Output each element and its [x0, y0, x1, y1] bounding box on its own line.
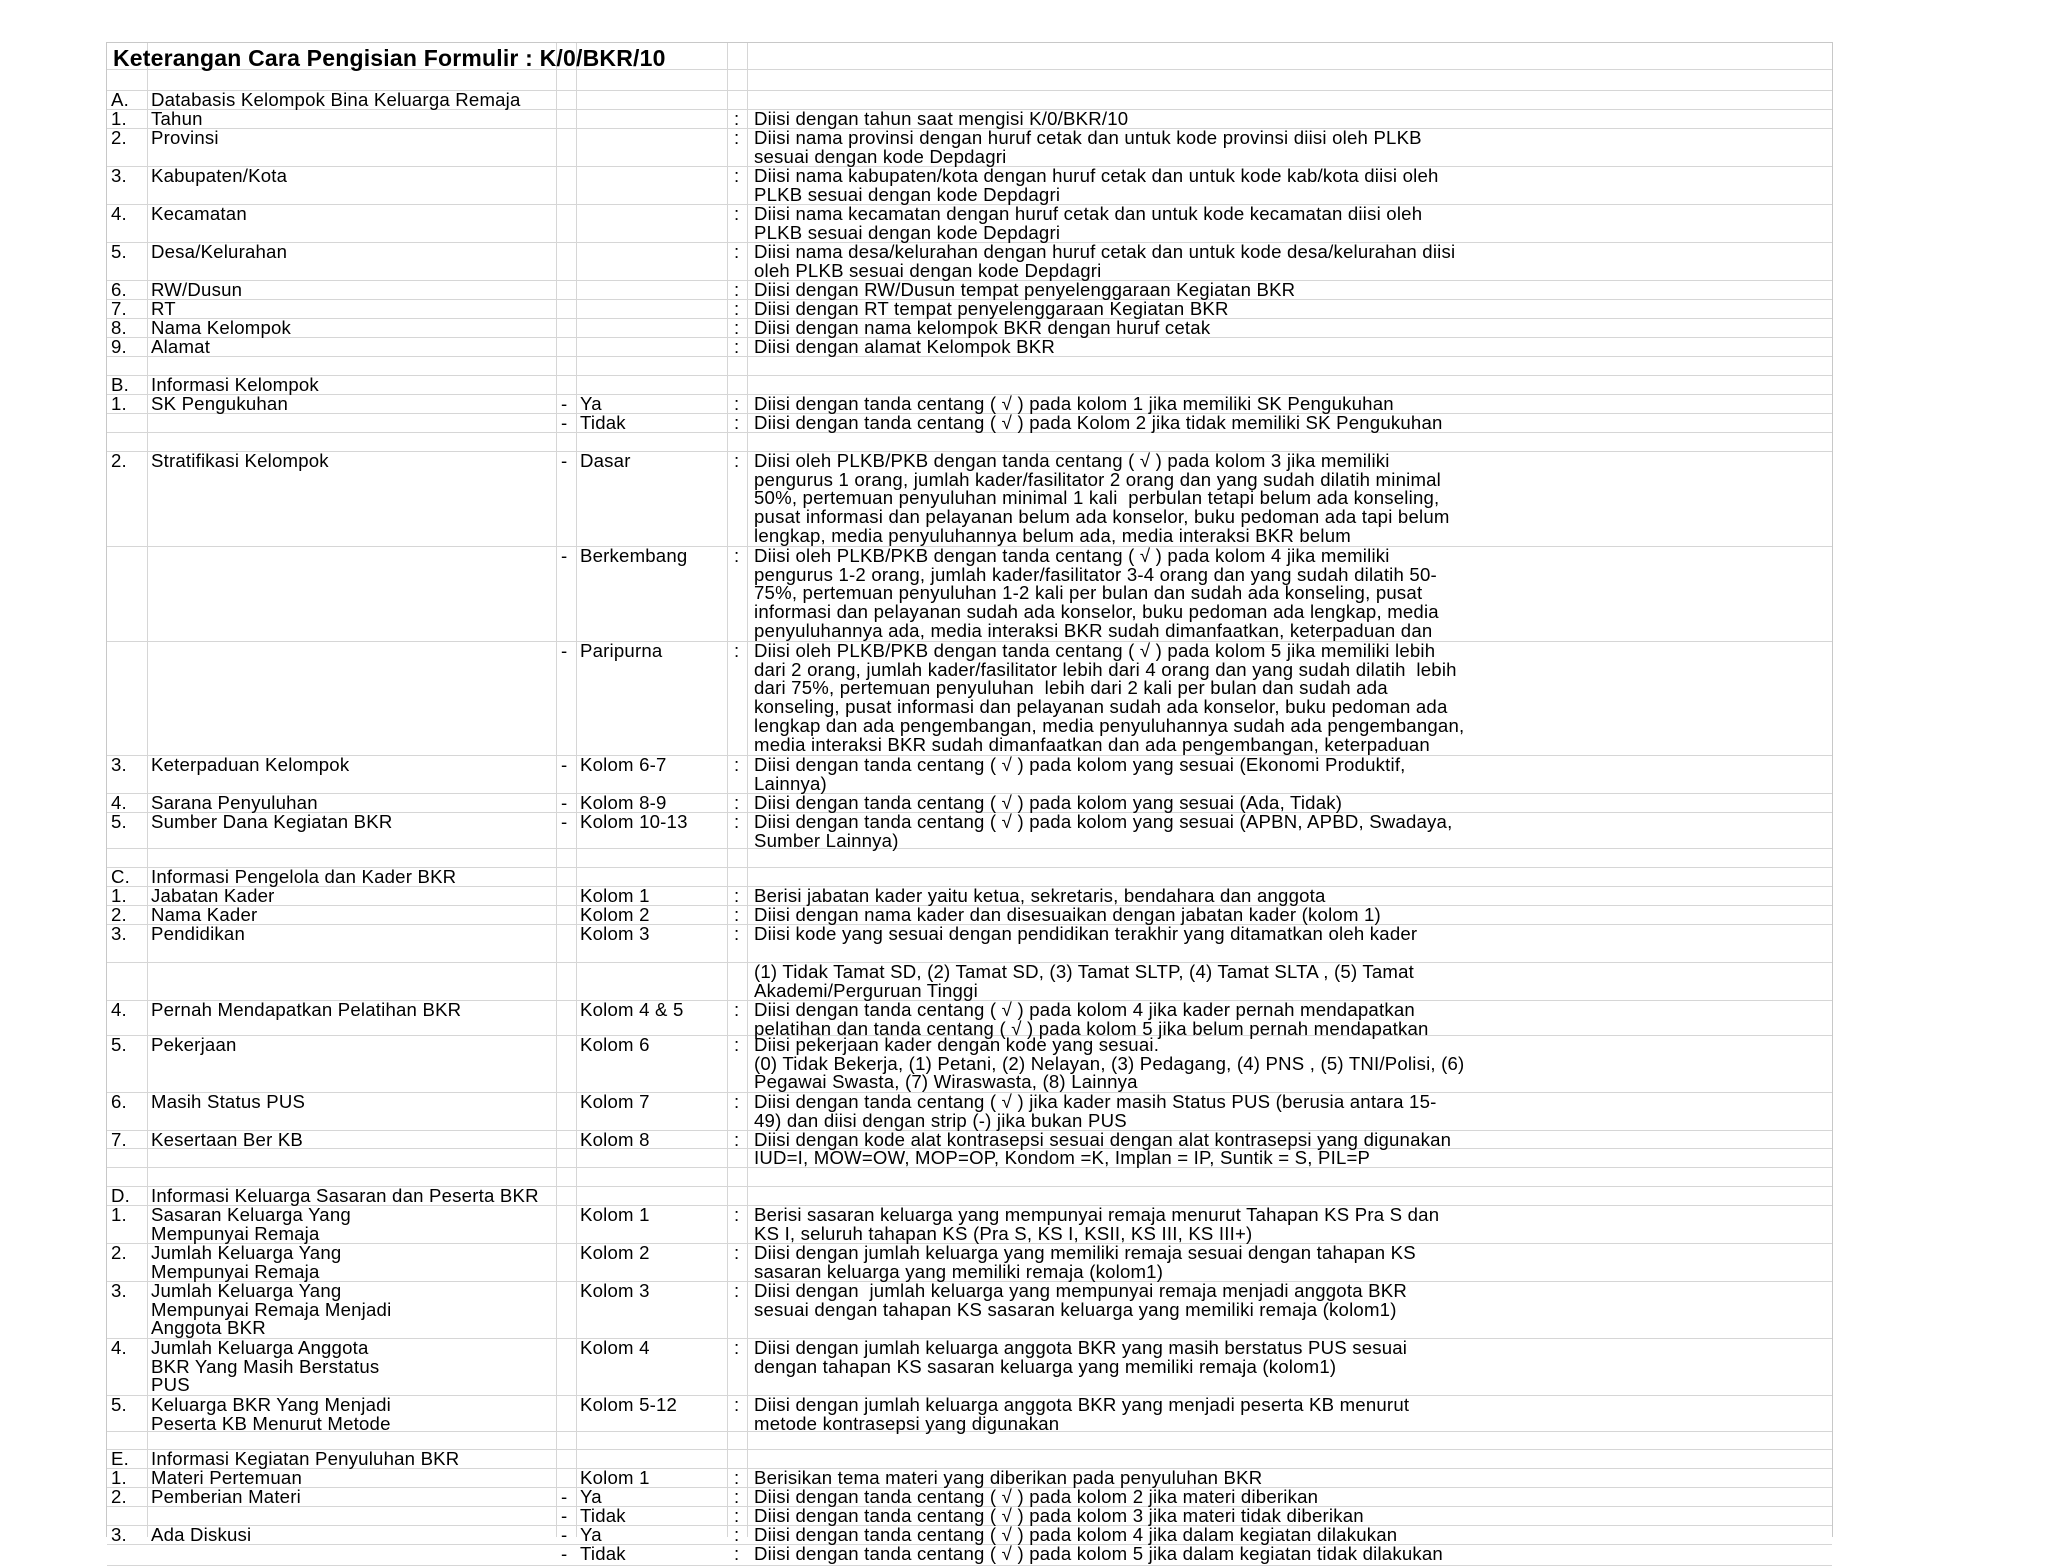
item-label: Pemberian Materi [151, 1486, 301, 1507]
option-dash: - [561, 393, 568, 414]
option-dash: - [561, 811, 568, 832]
option-dash: - [561, 640, 568, 661]
item-description: Diisi dengan jumlah keluarga yang mempunyai remaja menjadi anggota BKR sesuai dengan tahapan KS sasaran keluarga yang memiliki remaja (kolom1) [754, 1280, 1407, 1320]
item-description: Diisi dengan tanda centang ( √ ) pada kolom 1 jika memiliki SK Pengukuhan [754, 393, 1394, 414]
colon-separator: : [734, 1505, 740, 1526]
option-column: Kolom 1 [580, 1204, 650, 1225]
item-description: Berisikan tema materi yang diberikan pada penyuluhan BKR [754, 1467, 1263, 1488]
option-dash: - [561, 545, 568, 566]
section-title: Informasi Pengelola dan Kader BKR [151, 866, 457, 887]
item-number: 6. [111, 1091, 127, 1112]
item-label: Tahun [151, 108, 203, 129]
item-description: Diisi dengan jumlah keluarga yang memiliki remaja sesuai dengan tahapan KS sasaran keluarga yang memiliki remaja (kolom1) [754, 1242, 1416, 1282]
item-number: 4. [111, 999, 127, 1020]
item-number: 2. [111, 450, 127, 471]
colon-separator: : [734, 1204, 740, 1225]
option-column: Paripurna [580, 640, 663, 661]
item-description: Berisi sasaran keluarga yang mempunyai remaja menurut Tahapan KS Pra S dan KS I, seluruh tahapan KS (Pra S, KS I, KSII, KS III, KS III+) [754, 1204, 1440, 1244]
option-column [580, 167, 722, 204]
item-description: Diisi pekerjaan kader dengan kode yang sesuai. (0) Tidak Bekerja, (1) Petani, (2) Nelayan, (3) Pedagang, (4) PNS , (5) TNI/Polisi, (6) Pegawai Swasta, (7) Wiraswasta, (8) Lainnya [754, 1034, 1465, 1093]
option-column: Kolom 3 [580, 1280, 650, 1301]
colon-separator: : [734, 1543, 740, 1564]
option-column: Kolom 8 [580, 1129, 650, 1150]
instruction-row [107, 338, 1832, 357]
item-label: Keluarga BKR Yang Menjadi Peserta KB Menurut Metode [151, 1394, 391, 1434]
item-number: 2. [111, 127, 127, 148]
section-title: Databasis Kelompok Bina Keluarga Remaja [151, 89, 521, 110]
option-column: Kolom 10-13 [580, 811, 688, 832]
colon-separator: : [734, 317, 740, 338]
option-dash [561, 1149, 573, 1167]
item-description: Diisi nama kecamatan dengan huruf cetak dan untuk kode kecamatan diisi oleh PLKB sesuai dengan kode Depdagri [754, 203, 1423, 243]
option-dash [561, 1131, 573, 1148]
option-column: Kolom 7 [580, 1091, 650, 1112]
blank-row [107, 357, 1832, 376]
item-label: Kesertaan Ber KB [151, 1129, 304, 1150]
option-dash [561, 243, 573, 280]
option-dash [561, 1396, 573, 1431]
item-label: Desa/Kelurahan [151, 241, 288, 262]
item-number [111, 547, 141, 641]
item-number: 4. [111, 203, 127, 224]
colon-separator: : [734, 279, 740, 300]
item-number: 7. [111, 1129, 127, 1150]
item-description: Diisi dengan alamat Kelompok BKR [754, 336, 1055, 357]
instruction-row [107, 963, 1832, 1001]
item-number: 3. [111, 754, 127, 775]
item-label: Jumlah Keluarga Yang Mempunyai Remaja [151, 1242, 342, 1282]
page-title: Keterangan Cara Pengisian Formulir : K/0/BKR/10 [113, 45, 666, 71]
option-column: Tidak [580, 1505, 626, 1526]
option-column [580, 963, 722, 1000]
instruction-row [107, 642, 1832, 756]
item-label [151, 963, 561, 1000]
item-number: 3. [111, 1524, 127, 1545]
option-column: Kolom 8-9 [580, 792, 667, 813]
colon-separator: : [734, 1524, 740, 1545]
item-description: IUD=I, MOW=OW, MOP=OP, Kondom =K, Implan = IP, Suntik = S, PIL=P [754, 1147, 1371, 1168]
colon-separator: : [734, 393, 740, 414]
option-dash [561, 1469, 573, 1487]
instruction-row [107, 547, 1832, 642]
option-dash: - [561, 754, 568, 775]
item-label: Pekerjaan [151, 1034, 237, 1055]
instruction-row [107, 813, 1832, 849]
option-column: Kolom 6-7 [580, 754, 667, 775]
section-title: Informasi Keluarga Sasaran dan Peserta BKR [151, 1185, 539, 1206]
colon-separator: : [734, 165, 740, 186]
instruction-row [107, 205, 1832, 243]
colon-separator: : [734, 336, 740, 357]
item-description: Diisi dengan tanda centang ( √ ) pada kolom 4 jika dalam kegiatan dilakukan [754, 1524, 1398, 1545]
item-label: Sumber Dana Kegiatan BKR [151, 811, 393, 832]
item-number: 5. [111, 811, 127, 832]
instruction-row [107, 1093, 1832, 1131]
colon-separator: : [734, 1242, 740, 1263]
section-letter: A. [111, 89, 129, 110]
item-number [111, 642, 141, 755]
option-dash [561, 338, 573, 356]
option-dash [561, 281, 573, 299]
colon-separator: : [734, 545, 740, 566]
item-label [151, 414, 561, 432]
option-dash: - [561, 1524, 568, 1545]
item-number [111, 1149, 141, 1167]
item-description: Diisi dengan jumlah keluarga anggota BKR yang masih berstatus PUS sesuai dengan tahapan KS sasaran keluarga yang memiliki remaja (kolom1) [754, 1337, 1408, 1377]
section-letter: E. [111, 1448, 129, 1469]
option-column: Berkembang [580, 545, 688, 566]
option-dash [561, 906, 573, 924]
section-letter: B. [111, 374, 129, 395]
item-description: Diisi dengan RT tempat penyelenggaraan Kegiatan BKR [754, 298, 1229, 319]
option-dash [561, 1339, 573, 1395]
colon-separator: : [734, 754, 740, 775]
option-column [580, 338, 722, 356]
item-label [151, 642, 561, 755]
item-label: Ada Diskusi [151, 1524, 252, 1545]
item-label: Masih Status PUS [151, 1091, 306, 1112]
item-description: Diisi oleh PLKB/PKB dengan tanda centang ( √ ) pada kolom 3 jika memiliki pengurus 1 orang, jumlah kader/fasilitator 2 orang dan yang sudah dilatih minimal 50%, pertemuan penyuluhan minimal 1 kali perbulan tetapi belum ada konseling, pusat informasi dan pelayanan belum ada konselor, buku pedoman ada tapi belum lengkap, media penyuluhannya belum ada, media interaksi BKR belum [754, 450, 1450, 546]
option-dash: - [561, 792, 568, 813]
option-column: Kolom 4 [580, 1337, 650, 1358]
colon-separator: : [734, 885, 740, 906]
item-description: Diisi nama provinsi dengan huruf cetak dan untuk kode provinsi diisi oleh PLKB sesuai dengan kode Depdagri [754, 127, 1422, 167]
colon-separator: : [734, 1034, 740, 1055]
option-dash [561, 110, 573, 128]
item-number: 1. [111, 1467, 127, 1488]
item-label: Sasaran Keluarga Yang Mempunyai Remaja [151, 1204, 351, 1244]
option-column [580, 110, 722, 128]
item-description: Diisi oleh PLKB/PKB dengan tanda centang ( √ ) pada kolom 4 jika memiliki pengurus 1-2 orang, jumlah kader/fasilitator 3-4 orang dan yang sudah dilatih 50- 75%, pertemuan penyuluhan 1-2 kali per bulan dan sudah ada konseling, pusat informasi dan pelayanan sudah ada konselor, buku pedoman ada lengkap, media penyuluhannya ada, media interaksi BKR sudah dimanfaatkan, keterpaduan dan [754, 545, 1439, 641]
option-column [580, 319, 722, 337]
option-dash [561, 1282, 573, 1338]
item-description: Diisi dengan tanda centang ( √ ) jika kader masih Status PUS (berusia antara 15- 49) dan diisi dengan strip (-) jika bukan PUS [754, 1091, 1437, 1131]
instruction-row [107, 1149, 1832, 1168]
option-dash [561, 1093, 573, 1130]
option-column [580, 129, 722, 166]
item-label: Stratifikasi Kelompok [151, 450, 329, 471]
item-description: Diisi kode yang sesuai dengan pendidikan terakhir yang ditamatkan oleh kader [754, 923, 1418, 944]
colon-separator: : [734, 1394, 740, 1415]
instruction-row [107, 1282, 1832, 1339]
item-number: 6. [111, 279, 127, 300]
item-number: 2. [111, 1242, 127, 1263]
item-description: (1) Tidak Tamat SD, (2) Tamat SD, (3) Tamat SLTP, (4) Tamat SLTA , (5) Tamat Akademi/Perguruan Tinggi [754, 961, 1415, 1001]
item-description: Diisi dengan jumlah keluarga anggota BKR yang menjadi peserta KB menurut metode kontrasepsi yang digunakan [754, 1394, 1410, 1434]
option-dash [561, 963, 573, 1000]
option-dash [561, 300, 573, 318]
item-description: Diisi dengan kode alat kontrasepsi sesuai dengan alat kontrasepsi yang digunakan [754, 1129, 1452, 1150]
item-number [111, 963, 141, 1000]
item-number: 9. [111, 336, 127, 357]
item-description: Diisi dengan tanda centang ( √ ) pada kolom 3 jika materi tidak diberikan [754, 1505, 1364, 1526]
option-column [580, 205, 722, 242]
instruction-row [107, 414, 1832, 433]
item-description: Diisi dengan nama kelompok BKR dengan huruf cetak [754, 317, 1211, 338]
colon-separator [734, 1149, 754, 1167]
option-column: Kolom 2 [580, 1242, 650, 1263]
instruction-row [107, 999, 1832, 1039]
instruction-row [107, 1206, 1832, 1244]
option-column: Kolom 6 [580, 1034, 650, 1055]
colon-separator: : [734, 640, 740, 661]
item-number: 1. [111, 1204, 127, 1225]
instruction-row [107, 1339, 1832, 1396]
item-description: Diisi dengan tanda centang ( √ ) pada kolom yang sesuai (Ekonomi Produktif, Lainnya) [754, 754, 1406, 794]
item-label: Jabatan Kader [151, 885, 275, 906]
section-letter: C. [111, 866, 130, 887]
item-description: Berisi jabatan kader yaitu ketua, sekretaris, bendahara dan anggota [754, 885, 1326, 906]
item-label: Pendidikan [151, 923, 246, 944]
item-label: Alamat [151, 336, 211, 357]
item-number: 3. [111, 165, 127, 186]
item-label: Kecamatan [151, 203, 247, 224]
item-number: 1. [111, 108, 127, 129]
option-column: Tidak [580, 412, 626, 433]
colon-separator: : [734, 298, 740, 319]
colon-separator: : [734, 203, 740, 224]
colon-separator: : [734, 412, 740, 433]
colon-separator: : [734, 1486, 740, 1507]
option-column: Ya [580, 393, 602, 414]
item-number: 1. [111, 393, 127, 414]
option-dash [561, 1206, 573, 1243]
item-number [111, 1507, 141, 1525]
item-number: 2. [111, 1486, 127, 1507]
item-label [151, 1149, 561, 1167]
colon-separator: : [734, 999, 740, 1020]
option-column: Ya [580, 1486, 602, 1507]
item-label: Pernah Mendapatkan Pelatihan BKR [151, 999, 462, 1020]
option-column [580, 1149, 722, 1167]
item-description: Diisi dengan tanda centang ( √ ) pada kolom 4 jika kader pernah mendapatkan pelatihan dan tanda centang ( √ ) pada kolom 5 jika belum pernah mendapatkan [754, 999, 1429, 1039]
option-column [580, 281, 722, 299]
item-label: Sarana Penyuluhan [151, 792, 318, 813]
section-title: Informasi Kegiatan Penyuluhan BKR [151, 1448, 460, 1469]
colon-separator: : [734, 1129, 740, 1150]
option-column [580, 300, 722, 318]
item-description: Diisi nama kabupaten/kota dengan huruf cetak dan untuk kode kab/kota diisi oleh PLKB sesuai dengan kode Depdagri [754, 165, 1439, 205]
item-number: 3. [111, 923, 127, 944]
item-number: 1. [111, 885, 127, 906]
item-label: Kabupaten/Kota [151, 165, 288, 186]
instruction-row [107, 167, 1832, 205]
item-description: Diisi dengan tahun saat mengisi K/0/BKR/10 [754, 108, 1129, 129]
item-label [151, 1507, 561, 1525]
colon-separator: : [734, 1091, 740, 1112]
option-dash: - [561, 412, 568, 433]
colon-separator: : [734, 904, 740, 925]
option-dash [561, 925, 573, 962]
option-dash [561, 319, 573, 337]
item-label: RT [151, 298, 176, 319]
colon-separator: : [734, 1337, 740, 1358]
item-label [151, 1545, 561, 1565]
item-number: 3. [111, 1280, 127, 1301]
option-dash [561, 1001, 573, 1035]
option-column: Kolom 4 & 5 [580, 999, 684, 1020]
option-dash [561, 129, 573, 166]
colon-separator: : [734, 1467, 740, 1488]
colon-separator: : [734, 792, 740, 813]
item-label: RW/Dusun [151, 279, 243, 300]
item-description: Diisi oleh PLKB/PKB dengan tanda centang ( √ ) pada kolom 5 jika memiliki lebih dari 2 orang, jumlah kader/fasilitator lebih dari 4 orang dan yang sudah dilatih lebih dari 75%, pertemuan penyuluhan lebih dari 2 kali per bulan dan sudah ada konseling, pusat informasi dan pelayanan sudah ada konselor, buku pedoman ada lengkap dan ada pengembangan, media penyuluhannya sudah ada pengembangan, media interaksi BKR sudah dimanfaatkan dan ada pengembangan, keterpaduan [754, 640, 1465, 755]
section-letter: D. [111, 1185, 130, 1206]
option-dash: - [561, 1543, 568, 1564]
instruction-row [107, 925, 1832, 963]
item-number: 4. [111, 792, 127, 813]
item-number: 2. [111, 904, 127, 925]
item-label: Jumlah Keluarga Anggota BKR Yang Masih Berstatus PUS [151, 1337, 380, 1396]
colon-separator: : [734, 127, 740, 148]
item-number: 7. [111, 298, 127, 319]
colon-separator: : [734, 811, 740, 832]
colon-separator: : [734, 241, 740, 262]
item-label: Jumlah Keluarga Yang Mempunyai Remaja Menjadi Anggota BKR [151, 1280, 392, 1339]
item-number: 5. [111, 1394, 127, 1415]
item-label: Provinsi [151, 127, 219, 148]
instruction-row [107, 1396, 1832, 1432]
option-column: Tidak [580, 1543, 626, 1564]
item-description: Diisi nama desa/kelurahan dengan huruf cetak dan untuk kode desa/kelurahan diisi oleh PLKB sesuai dengan kode Depdagri [754, 241, 1456, 281]
colon-separator: : [734, 108, 740, 129]
item-label [151, 547, 561, 641]
colon-separator: : [734, 1280, 740, 1301]
item-description: Diisi dengan tanda centang ( √ ) pada Kolom 2 jika tidak memiliki SK Pengukuhan [754, 412, 1443, 433]
instruction-row [107, 243, 1832, 281]
item-description: Diisi dengan tanda centang ( √ ) pada kolom yang sesuai (APBN, APBD, Swadaya, Sumber Lainnya) [754, 811, 1453, 851]
instruction-row [107, 1036, 1832, 1093]
option-column: Dasar [580, 450, 631, 471]
colon-separator: : [734, 923, 740, 944]
option-dash: - [561, 450, 568, 471]
item-description: Diisi dengan tanda centang ( √ ) pada kolom yang sesuai (Ada, Tidak) [754, 792, 1343, 813]
item-label: Materi Pertemuan [151, 1467, 302, 1488]
blank-row [107, 70, 1832, 91]
item-label: Nama Kelompok [151, 317, 292, 338]
option-dash [561, 1244, 573, 1281]
colon-separator: : [734, 450, 740, 471]
title-row [107, 43, 1832, 70]
option-dash [561, 205, 573, 242]
item-number [111, 414, 141, 432]
item-description: Diisi dengan tanda centang ( √ ) pada kolom 2 jika materi diberikan [754, 1486, 1319, 1507]
item-label: SK Pengukuhan [151, 393, 288, 414]
item-number: 5. [111, 241, 127, 262]
item-description: Diisi dengan tanda centang ( √ ) pada kolom 5 jika dalam kegiatan tidak dilakukan [754, 1543, 1443, 1564]
section-title: Informasi Kelompok [151, 374, 319, 395]
option-dash [561, 1036, 573, 1092]
option-column: Kolom 1 [580, 1467, 650, 1488]
option-column: Kolom 2 [580, 904, 650, 925]
option-column: Ya [580, 1524, 602, 1545]
colon-separator [734, 963, 754, 1000]
option-dash: - [561, 1486, 568, 1507]
option-dash [561, 167, 573, 204]
option-column: Kolom 1 [580, 885, 650, 906]
item-description: Diisi dengan nama kader dan disesuaikan dengan jabatan kader (kolom 1) [754, 904, 1381, 925]
spreadsheet-page [106, 42, 1833, 1564]
instruction-row [107, 452, 1832, 547]
instruction-row [107, 1244, 1832, 1282]
option-dash [561, 887, 573, 905]
item-number: 4. [111, 1337, 127, 1358]
option-column: Kolom 5-12 [580, 1394, 678, 1415]
item-label: Keterpaduan Kelompok [151, 754, 350, 775]
option-dash: - [561, 1505, 568, 1526]
instruction-row [107, 129, 1832, 167]
item-number: 8. [111, 317, 127, 338]
instruction-row [107, 756, 1832, 794]
instruction-row [107, 1545, 1832, 1566]
option-column: Kolom 3 [580, 923, 650, 944]
item-description: Diisi dengan RW/Dusun tempat penyelenggaraan Kegiatan BKR [754, 279, 1296, 300]
item-number [111, 1545, 141, 1565]
item-label: Nama Kader [151, 904, 258, 925]
option-column [580, 243, 722, 280]
item-number: 5. [111, 1034, 127, 1055]
